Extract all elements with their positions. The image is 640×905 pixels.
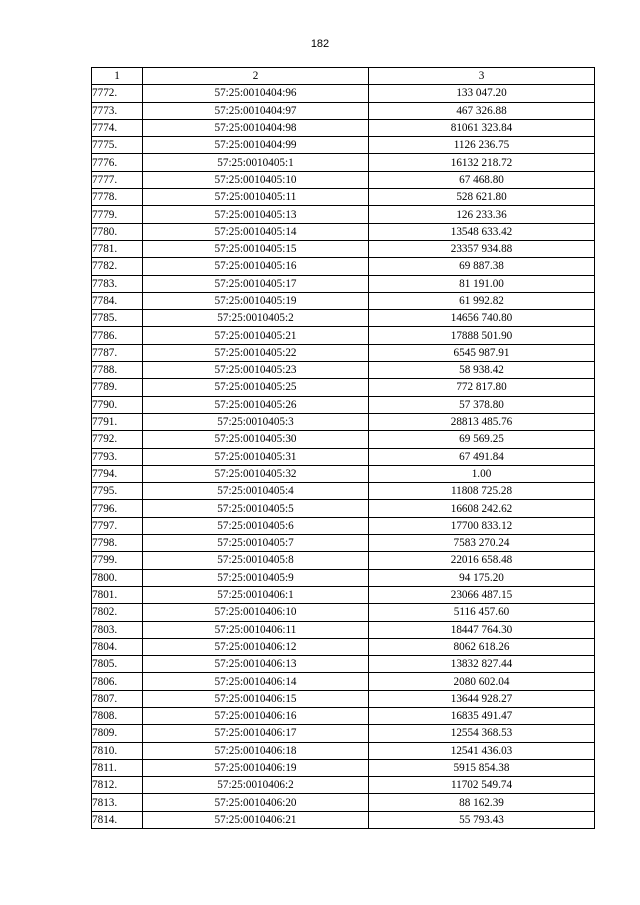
cadastral-value-cell: 69 887.38 — [369, 258, 595, 275]
cadastral-value-cell: 69 569.25 — [369, 431, 595, 448]
cadastral-value-cell: 6545 987.91 — [369, 344, 595, 361]
table-row — [92, 448, 595, 465]
cadastral-number-cell: 57:25:0010406:17 — [143, 725, 369, 742]
cadastral-number-cell: 57:25:0010404:98 — [143, 119, 369, 136]
cadastral-value-cell: 94 175.20 — [369, 569, 595, 586]
row-index-cell: 7786. — [92, 327, 143, 344]
cadastral-value-cell: 23357 934.88 — [369, 240, 595, 257]
table-row — [92, 240, 595, 257]
cadastral-number-cell: 57:25:0010405:22 — [143, 344, 369, 361]
cadastral-value-cell: 12541 436.03 — [369, 742, 595, 759]
cadastral-number-cell: 57:25:0010405:10 — [143, 171, 369, 188]
cadastral-number-cell: 57:25:0010405:25 — [143, 379, 369, 396]
column-header-index: 1 — [92, 68, 143, 85]
table-row — [92, 500, 595, 517]
table-row — [92, 258, 595, 275]
table-row — [92, 292, 595, 309]
cadastral-number-cell: 57:25:0010405:15 — [143, 240, 369, 257]
cadastral-value-cell: 1126 236.75 — [369, 137, 595, 154]
row-index-cell: 7790. — [92, 396, 143, 413]
row-index-cell: 7778. — [92, 189, 143, 206]
table-row — [92, 413, 595, 430]
cadastral-number-cell: 57:25:0010405:14 — [143, 223, 369, 240]
cadastral-value-cell: 11702 549.74 — [369, 777, 595, 794]
table-row — [92, 794, 595, 811]
cadastral-value-cell: 2080 602.04 — [369, 673, 595, 690]
table-row — [92, 673, 595, 690]
cadastral-number-cell: 57:25:0010406:18 — [143, 742, 369, 759]
cadastral-number-cell: 57:25:0010405:5 — [143, 500, 369, 517]
cadastral-value-cell: 81061 323.84 — [369, 119, 595, 136]
table-row — [92, 85, 595, 102]
table-row — [92, 119, 595, 136]
row-index-cell: 7799. — [92, 552, 143, 569]
cadastral-number-cell: 57:25:0010405:30 — [143, 431, 369, 448]
row-index-cell: 7777. — [92, 171, 143, 188]
cadastral-number-cell: 57:25:0010404:97 — [143, 102, 369, 119]
row-index-cell: 7782. — [92, 258, 143, 275]
cadastral-number-cell: 57:25:0010406:1 — [143, 586, 369, 603]
cadastral-number-cell: 57:25:0010405:21 — [143, 327, 369, 344]
table-row — [92, 707, 595, 724]
cadastral-value-cell: 1.00 — [369, 465, 595, 482]
cadastral-value-cell: 12554 368.53 — [369, 725, 595, 742]
cadastral-value-cell: 61 992.82 — [369, 292, 595, 309]
cadastral-number-cell: 57:25:0010406:20 — [143, 794, 369, 811]
row-index-cell: 7775. — [92, 137, 143, 154]
cadastral-number-cell: 57:25:0010406:14 — [143, 673, 369, 690]
row-index-cell: 7805. — [92, 656, 143, 673]
cadastral-number-cell: 57:25:0010405:31 — [143, 448, 369, 465]
table-row — [92, 396, 595, 413]
table-header — [92, 68, 595, 85]
cadastral-number-cell: 57:25:0010405:7 — [143, 535, 369, 552]
table-row — [92, 223, 595, 240]
row-index-cell: 7772. — [92, 85, 143, 102]
column-header-value: 3 — [369, 68, 595, 85]
cadastral-value-cell: 528 621.80 — [369, 189, 595, 206]
page-number: 182 — [310, 38, 330, 50]
row-index-cell: 7798. — [92, 535, 143, 552]
table-row — [92, 742, 595, 759]
header-row — [92, 68, 595, 85]
cadastral-number-cell: 57:25:0010405:26 — [143, 396, 369, 413]
row-index-cell: 7806. — [92, 673, 143, 690]
row-index-cell: 7779. — [92, 206, 143, 223]
cadastral-number-cell: 57:25:0010406:11 — [143, 621, 369, 638]
table-row — [92, 586, 595, 603]
row-index-cell: 7796. — [92, 500, 143, 517]
table-row — [92, 811, 595, 828]
table-row — [92, 621, 595, 638]
table-body — [92, 85, 595, 829]
table-row — [92, 552, 595, 569]
row-index-cell: 7789. — [92, 379, 143, 396]
row-index-cell: 7784. — [92, 292, 143, 309]
row-index-cell: 7802. — [92, 604, 143, 621]
table-row — [92, 189, 595, 206]
table-row — [92, 362, 595, 379]
row-index-cell: 7801. — [92, 586, 143, 603]
table-row — [92, 310, 595, 327]
cadastral-value-cell: 772 817.80 — [369, 379, 595, 396]
row-index-cell: 7793. — [92, 448, 143, 465]
table-row — [92, 725, 595, 742]
row-index-cell: 7792. — [92, 431, 143, 448]
table-row — [92, 344, 595, 361]
table-row — [92, 465, 595, 482]
cadastral-number-cell: 57:25:0010405:19 — [143, 292, 369, 309]
cadastral-value-cell: 8062 618.26 — [369, 638, 595, 655]
cadastral-number-cell: 57:25:0010404:96 — [143, 85, 369, 102]
table-row — [92, 379, 595, 396]
cadastral-number-cell: 57:25:0010405:2 — [143, 310, 369, 327]
table-row — [92, 656, 595, 673]
cadastral-number-cell: 57:25:0010404:99 — [143, 137, 369, 154]
row-index-cell: 7780. — [92, 223, 143, 240]
table-row — [92, 102, 595, 119]
row-index-cell: 7773. — [92, 102, 143, 119]
cadastral-value-cell: 7583 270.24 — [369, 535, 595, 552]
cadastral-value-cell: 14656 740.80 — [369, 310, 595, 327]
row-index-cell: 7807. — [92, 690, 143, 707]
cadastral-number-cell: 57:25:0010405:16 — [143, 258, 369, 275]
row-index-cell: 7795. — [92, 483, 143, 500]
table-row — [92, 327, 595, 344]
row-index-cell: 7794. — [92, 465, 143, 482]
table-row — [92, 517, 595, 534]
cadastral-number-cell: 57:25:0010405:8 — [143, 552, 369, 569]
row-index-cell: 7800. — [92, 569, 143, 586]
row-index-cell: 7783. — [92, 275, 143, 292]
row-index-cell: 7812. — [92, 777, 143, 794]
cadastral-number-cell: 57:25:0010405:3 — [143, 413, 369, 430]
cadastral-value-cell: 133 047.20 — [369, 85, 595, 102]
row-index-cell: 7810. — [92, 742, 143, 759]
cadastral-number-cell: 57:25:0010406:15 — [143, 690, 369, 707]
table-row — [92, 171, 595, 188]
cadastral-number-cell: 57:25:0010406:19 — [143, 759, 369, 776]
cadastral-value-cell: 22016 658.48 — [369, 552, 595, 569]
table-row — [92, 569, 595, 586]
cadastral-value-cell: 58 938.42 — [369, 362, 595, 379]
cadastral-value-cell: 81 191.00 — [369, 275, 595, 292]
cadastral-value-cell: 13832 827.44 — [369, 656, 595, 673]
cadastral-value-cell: 67 491.84 — [369, 448, 595, 465]
cadastral-value-cell: 88 162.39 — [369, 794, 595, 811]
cadastral-number-cell: 57:25:0010405:17 — [143, 275, 369, 292]
cadastral-value-cell: 13548 633.42 — [369, 223, 595, 240]
table-row — [92, 154, 595, 171]
row-index-cell: 7804. — [92, 638, 143, 655]
cadastral-value-cell: 17888 501.90 — [369, 327, 595, 344]
row-index-cell: 7814. — [92, 811, 143, 828]
cadastral-value-table — [91, 67, 595, 829]
table-row — [92, 137, 595, 154]
cadastral-value-cell: 23066 487.15 — [369, 586, 595, 603]
cadastral-value-cell: 67 468.80 — [369, 171, 595, 188]
cadastral-number-cell: 57:25:0010405:1 — [143, 154, 369, 171]
row-index-cell: 7787. — [92, 344, 143, 361]
row-index-cell: 7785. — [92, 310, 143, 327]
cadastral-number-cell: 57:25:0010406:16 — [143, 707, 369, 724]
cadastral-number-cell: 57:25:0010406:10 — [143, 604, 369, 621]
row-index-cell: 7797. — [92, 517, 143, 534]
row-index-cell: 7803. — [92, 621, 143, 638]
cadastral-value-cell: 16608 242.62 — [369, 500, 595, 517]
table-row — [92, 431, 595, 448]
table-row — [92, 777, 595, 794]
cadastral-value-cell: 11808 725.28 — [369, 483, 595, 500]
table-row — [92, 604, 595, 621]
cadastral-value-cell: 18447 764.30 — [369, 621, 595, 638]
cadastral-value-cell: 57 378.80 — [369, 396, 595, 413]
cadastral-number-cell: 57:25:0010405:9 — [143, 569, 369, 586]
row-index-cell: 7776. — [92, 154, 143, 171]
cadastral-value-cell: 16132 218.72 — [369, 154, 595, 171]
table-row — [92, 483, 595, 500]
table-row — [92, 206, 595, 223]
row-index-cell: 7774. — [92, 119, 143, 136]
cadastral-number-cell: 57:25:0010405:6 — [143, 517, 369, 534]
table-row — [92, 275, 595, 292]
row-index-cell: 7791. — [92, 413, 143, 430]
cadastral-value-cell: 467 326.88 — [369, 102, 595, 119]
cadastral-value-cell: 28813 485.76 — [369, 413, 595, 430]
cadastral-number-cell: 57:25:0010406:12 — [143, 638, 369, 655]
row-index-cell: 7813. — [92, 794, 143, 811]
cadastral-number-cell: 57:25:0010406:13 — [143, 656, 369, 673]
row-index-cell: 7781. — [92, 240, 143, 257]
table-row — [92, 690, 595, 707]
cadastral-value-cell: 13644 928.27 — [369, 690, 595, 707]
cadastral-value-cell: 16835 491.47 — [369, 707, 595, 724]
cadastral-number-cell: 57:25:0010405:13 — [143, 206, 369, 223]
row-index-cell: 7809. — [92, 725, 143, 742]
table-row — [92, 638, 595, 655]
cadastral-number-cell: 57:25:0010406:2 — [143, 777, 369, 794]
column-header-cadastral-number: 2 — [143, 68, 369, 85]
row-index-cell: 7808. — [92, 707, 143, 724]
cadastral-value-cell: 17700 833.12 — [369, 517, 595, 534]
table-row — [92, 759, 595, 776]
row-index-cell: 7811. — [92, 759, 143, 776]
cadastral-value-cell: 126 233.36 — [369, 206, 595, 223]
cadastral-number-cell: 57:25:0010405:4 — [143, 483, 369, 500]
cadastral-value-cell: 5116 457.60 — [369, 604, 595, 621]
cadastral-value-cell: 55 793.43 — [369, 811, 595, 828]
cadastral-number-cell: 57:25:0010406:21 — [143, 811, 369, 828]
cadastral-number-cell: 57:25:0010405:32 — [143, 465, 369, 482]
cadastral-number-cell: 57:25:0010405:11 — [143, 189, 369, 206]
cadastral-value-cell: 5915 854.38 — [369, 759, 595, 776]
row-index-cell: 7788. — [92, 362, 143, 379]
cadastral-number-cell: 57:25:0010405:23 — [143, 362, 369, 379]
table-row — [92, 535, 595, 552]
